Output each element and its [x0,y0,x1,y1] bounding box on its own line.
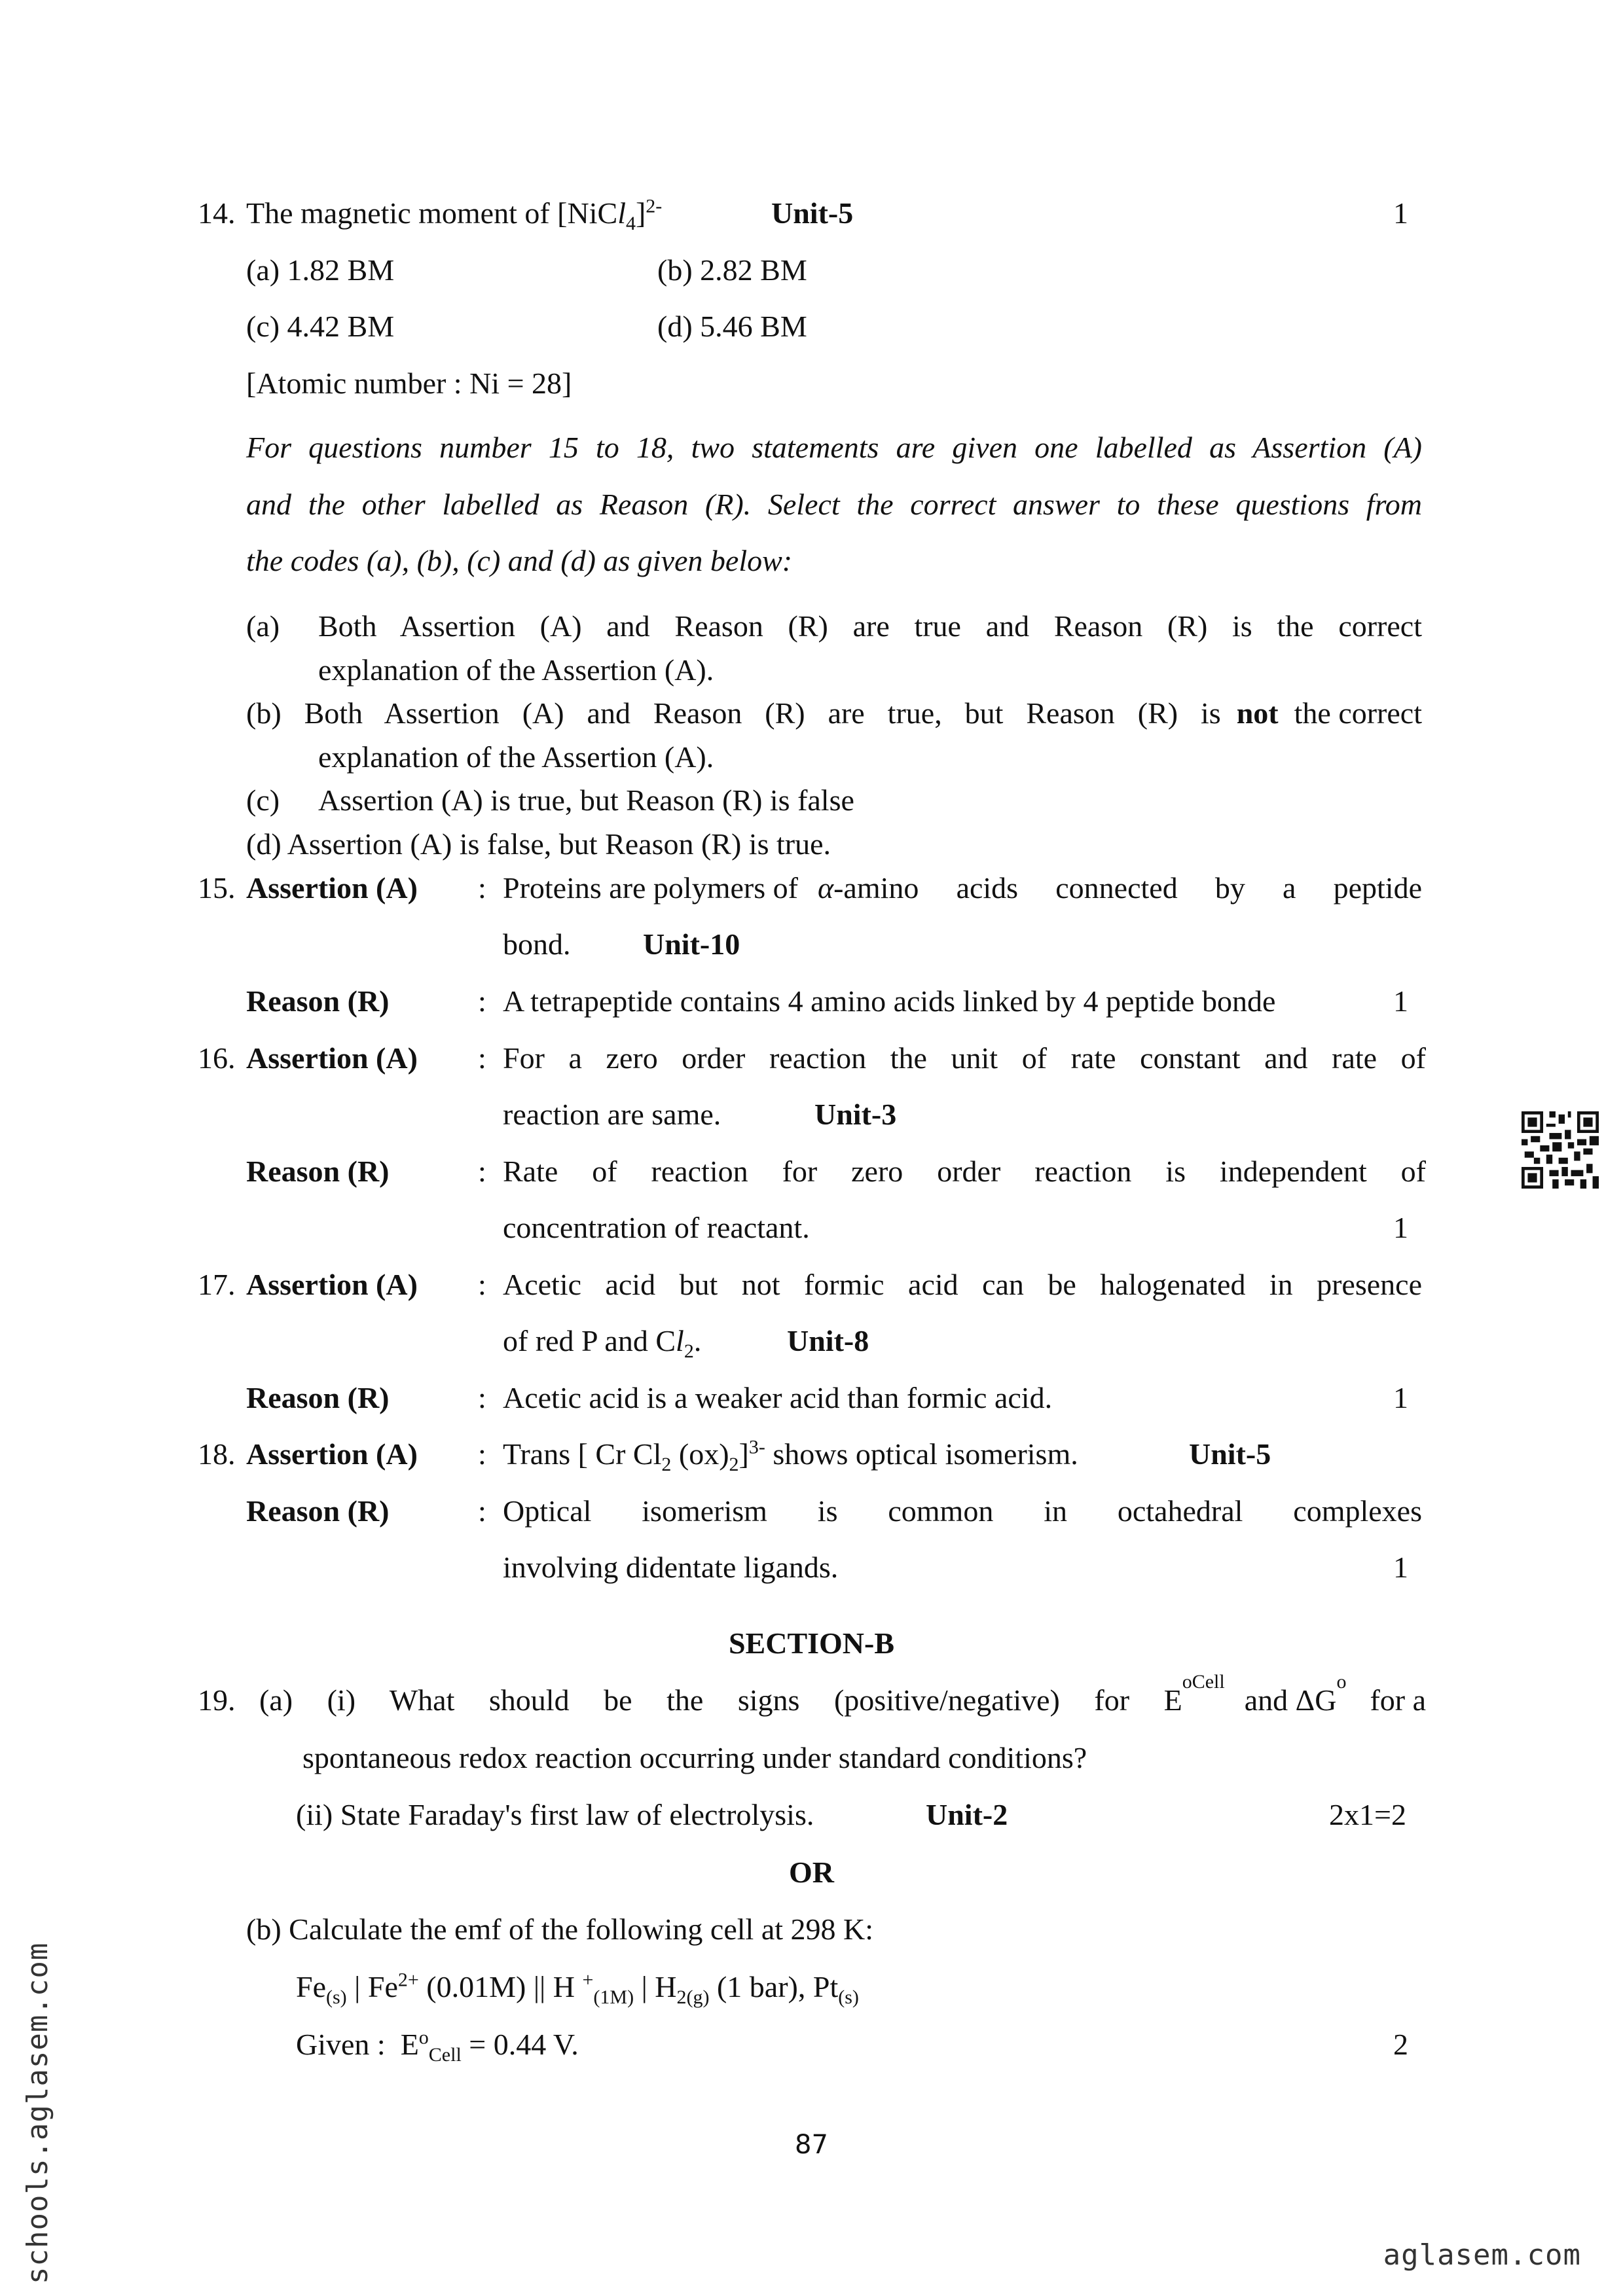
q15-assertion-colon: : [478,871,486,905]
q15-reason-label: Reason (R) [246,984,390,1018]
q19-a-line-1: (a) (i) What should be the signs (positive/negative) for E o Cell and ΔG o for a [259,1671,1426,1717]
q18-unit: Unit-5 [1189,1437,1271,1471]
instructions-line-1: For questions number 15 to 18, two statements are given one labelled as Assertion (A) [246,431,1422,464]
code-c-label: (c) [246,783,280,817]
q15-assertion-line-2: bond. [503,927,571,961]
q15-reason-line-1: A tetrapeptide contains 4 amino acids linked by 4 peptide bonde [503,984,1276,1018]
q14-note: [Atomic number : Ni = 28] [246,367,572,400]
section-b-title: SECTION-B [728,1626,895,1660]
q18-reason-label: Reason (R) [246,1494,390,1528]
q17-reason-colon: : [478,1381,486,1414]
side-watermark: schools.aglasem.com [21,1942,54,2284]
q19-marks-a: 2x1=2 [1329,1798,1406,1831]
q18-assertion-line-1: Trans [ Cr $Cl_2$ $(ox)_2]^{3-}$ shows optical isomerism. [503,1436,1078,1476]
q15-number: 15. [198,871,236,905]
code-c-text: Assertion (A) is true, but Reason (R) is false [318,783,854,817]
alpha-symbol: α [817,871,834,905]
code-a-label: (a) [246,609,280,643]
q14-option-a: (a) 1.82 BM [246,253,395,287]
q18-number: 18. [198,1437,236,1471]
q19-a-ii: (ii) State Faraday's first law of electrolysis. [296,1798,814,1831]
page-number: 87 [795,2130,828,2160]
q15-reason-colon: : [478,984,486,1018]
q17-unit: Unit-8 [787,1324,869,1357]
q16-number: 16. [198,1041,236,1075]
q14-unit: Unit-5 [771,196,854,230]
q19-b-line-1: (b) Calculate the emf of the following cell at 298 K: [246,1912,874,1946]
q14-option-b: (b) 2.82 BM [657,253,807,287]
instructions-line-2: and the other labelled as Reason (R). Select the correct answer to these questions from [246,488,1422,521]
q16-unit: Unit-3 [814,1098,897,1131]
q19-marks-b: 2 [1393,2028,1408,2061]
q17-reason-label: Reason (R) [246,1381,390,1414]
qr-code-icon [1522,1111,1599,1189]
q19-b-given: Given : $E^o_{Cell} = 0.44$ V. [296,2026,579,2066]
q18-assertion-colon: : [478,1437,486,1471]
code-a-line-2: explanation of the Assertion (A). [318,653,714,687]
q16-assertion-line-2: reaction are same. [503,1098,721,1131]
q18-assertion-label: Assertion (A) [246,1437,418,1471]
q17-assertion-colon: : [478,1268,486,1301]
q15-marks: 1 [1393,984,1408,1018]
q15-assertion-line-1: Proteins are polymers of α -amino acids connected by a peptide [503,870,1422,906]
code-b-line-2: explanation of the Assertion (A). [318,740,714,774]
q16-reason-colon: : [478,1155,486,1188]
q14-marks: 1 [1393,196,1408,230]
q16-marks: 1 [1393,1211,1408,1244]
q15-unit: Unit-10 [643,927,740,961]
q17-number: 17. [198,1268,236,1301]
q14-option-d: (d) 5.46 BM [657,310,807,343]
q16-assertion-colon: : [478,1041,486,1075]
q17-assertion-line-1: Acetic acid but not formic acid can be halogenated in presence [503,1268,1422,1301]
q18-reason-line-2: involving didentate ligands. [503,1551,839,1584]
q16-assertion-line-1: For a zero order reaction the unit of rate constant and rate of [503,1041,1426,1075]
q16-assertion-label: Assertion (A) [246,1041,418,1075]
code-b-line-1: (b) Both Assertion (A) and Reason (R) are true, but Reason (R) is not the correct [246,696,1422,730]
q16-reason-line-2: concentration of reactant. [503,1211,810,1244]
q16-reason-label: Reason (R) [246,1155,390,1188]
instructions-line-3: the codes (a), (b), (c) and (d) as given below: [246,544,793,577]
q19-or: OR [789,1856,834,1889]
q17-reason-line-1: Acetic acid is a weaker acid than formic acid. [503,1381,1053,1414]
q17-marks: 1 [1393,1381,1408,1414]
code-a-line-1: Both Assertion (A) and Reason (R) are true and Reason (R) is the correct [318,609,1422,643]
q19-unit: Unit-2 [926,1798,1008,1831]
q19-b-cell: $Fe_{(s)}$ | $Fe^{2+}$ (0.01M) || H +$_{(1M)}$ | $H_{2(g)}$ (1 bar), $Pt_{(s)}$ [296,1969,859,2009]
q15-assertion-label: Assertion (A) [246,871,418,905]
q17-assertion-label: Assertion (A) [246,1268,418,1301]
q14-text: The magnetic moment of [NiCl$_4$]$^{2-}$ [246,195,663,235]
q17-assertion-line-2: of red P and $Cl_2$. [503,1324,702,1363]
q18-reason-line-1: Optical isomerism is common in octahedral complexes [503,1494,1422,1528]
q18-marks: 1 [1393,1551,1408,1584]
q18-reason-colon: : [478,1494,486,1528]
q14-number: 14. [198,196,236,230]
q14-option-c: (c) 4.42 BM [246,310,395,343]
q16-reason-line-1: Rate of reaction for zero order reaction is independent of [503,1155,1426,1188]
q19-a-line-2: spontaneous redox reaction occurring under standard conditions? [302,1741,1087,1774]
footer-watermark: aglasem.com [1383,2238,1581,2272]
code-d-text: (d) Assertion (A) is false, but Reason (R) is true. [246,827,831,861]
q19-number: 19. [198,1683,236,1717]
